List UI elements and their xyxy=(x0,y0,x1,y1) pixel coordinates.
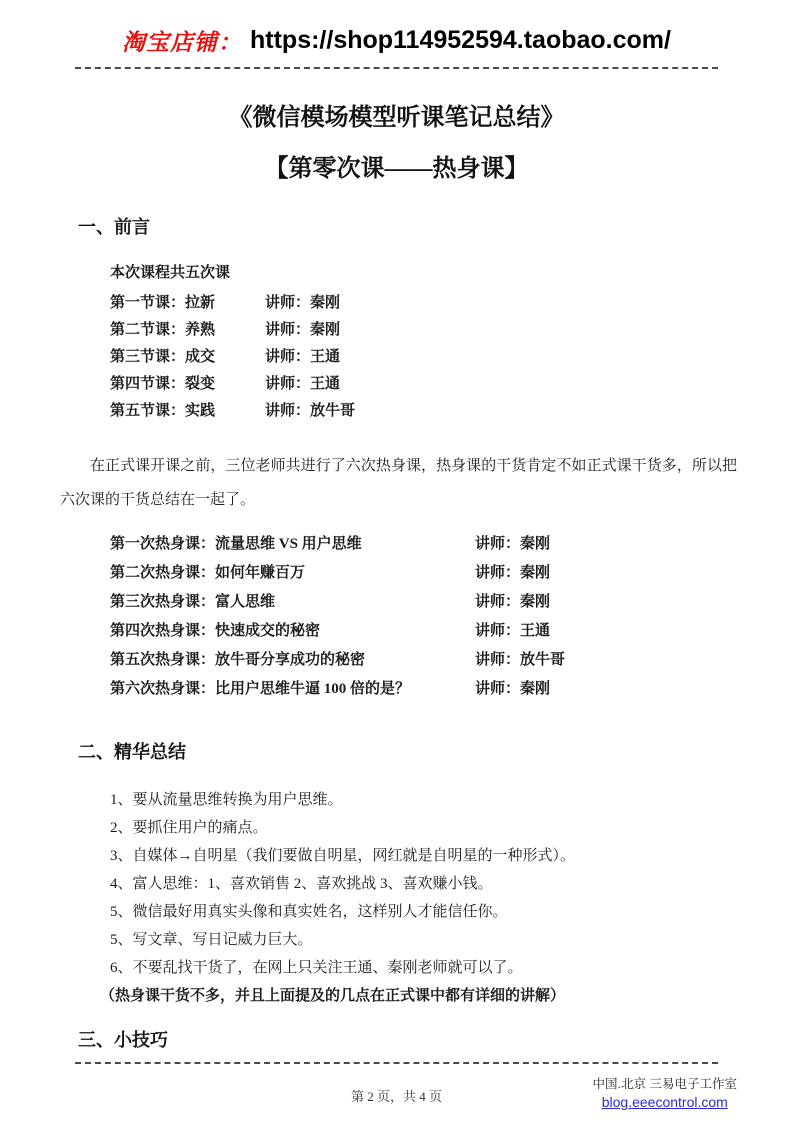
course-row xyxy=(110,371,793,398)
course-instructor: 讲师：放牛哥 xyxy=(265,403,356,419)
course-label: 第五节课：实践 xyxy=(110,403,216,419)
warmup-row xyxy=(110,617,793,646)
course-label: 第四节课：裂变 xyxy=(110,376,216,392)
document-subtitle: 【第零次课——热身课】 xyxy=(264,156,529,182)
summary-item: 2、要抓住用户的痛点。 xyxy=(110,820,268,836)
warmup-label: 第四次热身课：快速成交的秘密 xyxy=(110,623,321,639)
warmup-row xyxy=(110,559,793,588)
course-instructor: 讲师：王通 xyxy=(265,349,341,365)
warmup-label: 第三次热身课：富人思维 xyxy=(110,594,276,610)
summary-item: 5、微信最好用真实头像和真实姓名，这样别人才能信任你。 xyxy=(110,904,508,920)
warmup-row xyxy=(110,646,793,675)
document-title: 《微信模场模型听课笔记总结》 xyxy=(228,105,565,131)
warmup-row xyxy=(110,530,793,559)
course-label: 第三节课：成交 xyxy=(110,349,216,365)
taobao-shop-label: 淘宝店铺： xyxy=(122,30,242,55)
warmup-instructor: 讲师：秦刚 xyxy=(475,594,551,610)
summary-list xyxy=(110,786,733,982)
course-list xyxy=(110,290,793,425)
warmup-list xyxy=(110,530,793,704)
course-row xyxy=(110,290,793,317)
taobao-shop-url-link[interactable]: https://shop114952594.taobao.com/ xyxy=(250,26,671,54)
preface-paragraph: 在正式课开课之前，三位老师共进行了六次热身课，热身课的干货肯定不如正式课干货多，所以把六次课的干货总结在一起了。 xyxy=(60,458,737,508)
header-divider xyxy=(75,67,718,69)
course-label: 第一节课：拉新 xyxy=(110,295,216,311)
warmup-label: 第六次热身课：比用户思维牛逼 100 倍的是？ xyxy=(110,681,411,697)
page-header xyxy=(0,0,793,57)
warmup-instructor: 讲师：王通 xyxy=(475,623,551,639)
course-row xyxy=(110,398,793,425)
warmup-label: 第二次热身课：如何年赚百万 xyxy=(110,565,306,581)
warmup-instructor: 讲师：秦刚 xyxy=(475,565,551,581)
studio-blog-link[interactable]: blog.eeecontrol.com xyxy=(601,1094,728,1110)
warmup-label: 第一次热身课：流量思维 VS 用户思维 xyxy=(110,536,362,552)
section-heading-preface: 一、前言 xyxy=(78,217,150,237)
studio-name: 中国.北京 三易电子工作室 xyxy=(592,1077,737,1091)
footer-divider xyxy=(75,1062,718,1064)
studio-block xyxy=(593,1074,737,1112)
summary-item: 4、富人思维：1、喜欢销售 2、喜欢挑战 3、喜欢赚小钱。 xyxy=(110,876,493,892)
page-number-info: 第 2 页，共 4 页 xyxy=(350,1089,443,1104)
section-heading-tips: 三、小技巧 xyxy=(78,1030,168,1050)
summary-item: 1、要从流量思维转换为用户思维。 xyxy=(110,792,343,808)
warmup-label: 第五次热身课：放牛哥分享成功的秘密 xyxy=(110,652,366,668)
course-label: 第二节课：养熟 xyxy=(110,322,216,338)
section-heading-summary: 二、精华总结 xyxy=(78,742,186,762)
warmup-row xyxy=(110,675,793,704)
summary-item: 3、自媒体→自明星（我们要做自明星，网红就是自明星的一种形式）。 xyxy=(110,848,576,864)
course-instructor: 讲师：王通 xyxy=(265,376,341,392)
page-footer xyxy=(0,1062,793,1122)
summary-item: 6、不要乱找干货了，在网上只关注王通、秦刚老师就可以了。 xyxy=(110,960,523,976)
course-row xyxy=(110,317,793,344)
course-row xyxy=(110,344,793,371)
warmup-row xyxy=(110,588,793,617)
warmup-instructor: 讲师：放牛哥 xyxy=(475,652,566,668)
preface-intro: 本次课程共五次课 xyxy=(110,265,231,281)
summary-note: （热身课干货不多，并且上面提及的几点在正式课中都有详细的讲解） xyxy=(100,988,566,1004)
course-instructor: 讲师：秦刚 xyxy=(265,322,341,338)
warmup-instructor: 讲师：秦刚 xyxy=(475,536,551,552)
warmup-instructor: 讲师：秦刚 xyxy=(475,681,551,697)
summary-item: 5、写文章、写日记威力巨大。 xyxy=(110,932,313,948)
course-instructor: 讲师：秦刚 xyxy=(265,295,341,311)
